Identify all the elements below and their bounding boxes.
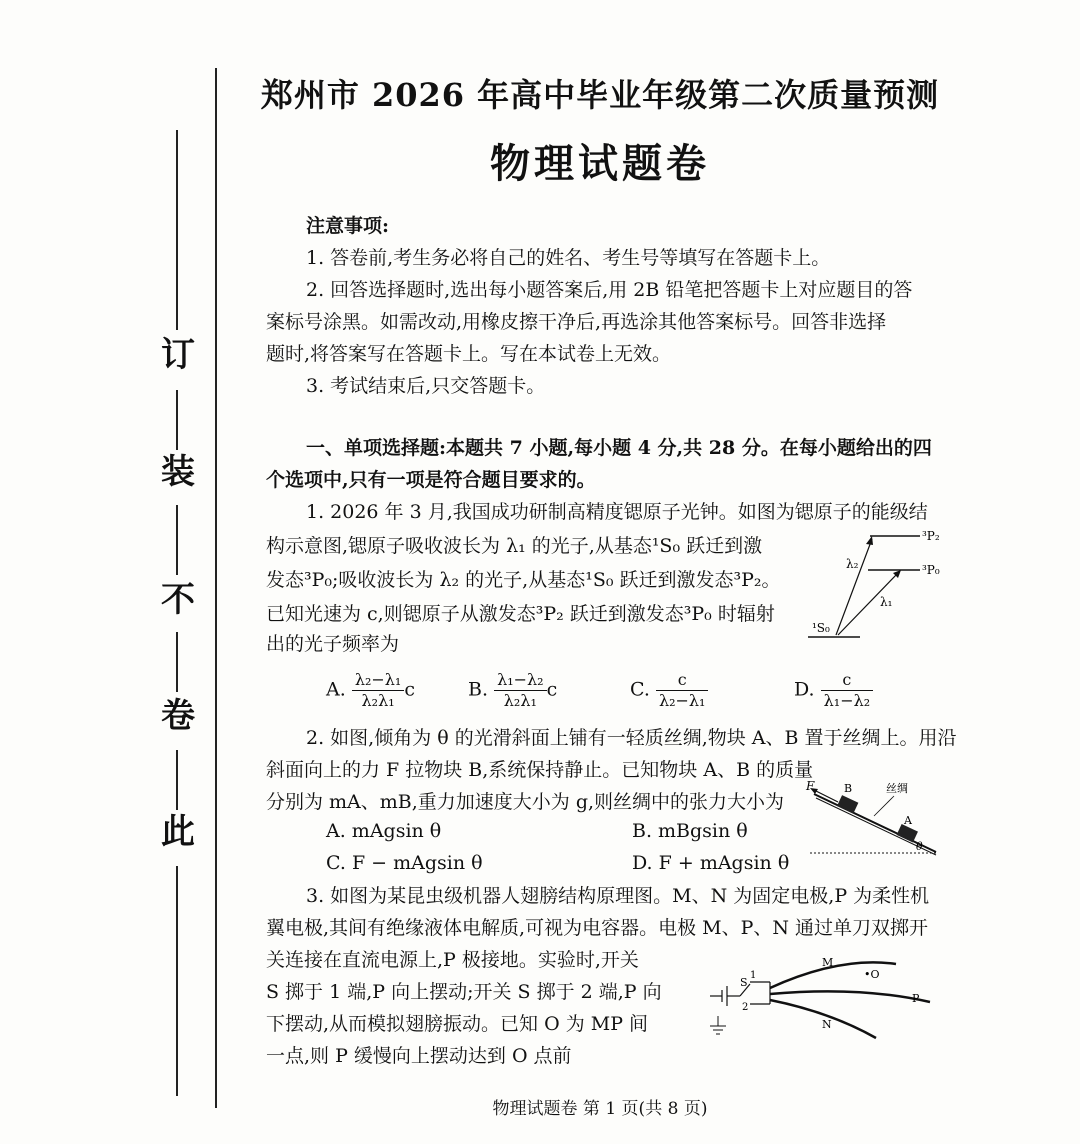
binding-dash bbox=[176, 632, 178, 692]
label-3p2: ³P₂ bbox=[922, 529, 940, 543]
binding-char-ding: 订 bbox=[161, 335, 195, 375]
binding-dash bbox=[176, 505, 178, 575]
notice-item-2-line-2: 案标号涂黑。如需改动,用橡皮擦干净后,再选涂其他答案标号。回答非选择 bbox=[266, 311, 887, 333]
q3-line-1: 3. 如图为某昆虫级机器人翅膀结构原理图。M、N 为固定电极,P 为柔性机 bbox=[306, 885, 930, 907]
q2-line-3: 分别为 mA、mB,重力加速度大小为 g,则丝绸中的张力大小为 bbox=[266, 791, 785, 813]
binding-char-bu: 不 bbox=[161, 580, 195, 620]
q1-line-1: 1. 2026 年 3 月,我国成功研制高精度锶原子光钟。如图为锶原子的能级结 bbox=[306, 501, 928, 523]
label-point-o: •O bbox=[864, 968, 880, 981]
exam-title: 郑州市 2026 年高中毕业年级第二次质量预测 bbox=[260, 76, 940, 114]
label-electrode-m: M bbox=[822, 956, 834, 969]
notice-item-2-line-3: 题时,将答案写在答题卡上。写在本试卷上无效。 bbox=[266, 343, 672, 365]
q3-line-3: 关连接在直流电源上,P 极接地。实验时,开关 bbox=[266, 949, 639, 971]
q1-option-b: B. $\frac{\text{λ₁−λ₂}}{\text{λ₂λ₁}}$ c bbox=[468, 670, 558, 710]
label-lambda2: λ₂ bbox=[846, 557, 859, 571]
energy-level-diagram bbox=[800, 526, 950, 646]
label-terminal-2: 2 bbox=[742, 1002, 749, 1013]
q1-line-3: 发态³P₀;吸收波长为 λ₂ 的光子,从基态¹S₀ 跃迁到激发态³P₂。 bbox=[266, 569, 781, 591]
q2-line-2: 斜面向上的力 F 拉物块 B,系统保持静止。已知物块 A、B 的质量 bbox=[266, 759, 814, 781]
binding-char-zhuang: 装 bbox=[161, 452, 195, 492]
wing-circuit-diagram bbox=[700, 946, 944, 1046]
q3-line-4: S 掷于 1 端,P 向上摆动;开关 S 掷于 2 端,P 向 bbox=[266, 981, 662, 1003]
q3-line-6: 一点,则 P 缓慢向上摆动达到 O 点前 bbox=[266, 1045, 572, 1067]
label-force-f: F bbox=[806, 780, 815, 793]
q2-option-d: D. F + mAgsin θ bbox=[632, 852, 790, 874]
binding-char-ci: 此 bbox=[161, 812, 195, 852]
label-terminal-1: 1 bbox=[750, 970, 757, 981]
notice-item-2-line-1: 2. 回答选择题时,选出每小题答案后,用 2B 铅笔把答题卡上对应题目的答 bbox=[306, 279, 913, 301]
label-silk: 丝绸 bbox=[886, 782, 908, 795]
label-lambda1: λ₁ bbox=[880, 595, 893, 609]
exam-subtitle: 物理试题卷 bbox=[490, 140, 710, 187]
label-theta: θ bbox=[916, 840, 923, 853]
binding-dash bbox=[176, 866, 178, 1096]
notice-heading: 注意事项: bbox=[306, 215, 390, 237]
q2-option-c: C. F − mAgsin θ bbox=[326, 852, 483, 874]
notice-item-3: 3. 考试结束后,只交答题卡。 bbox=[306, 375, 546, 397]
q3-line-5: 下摆动,从而模拟翅膀振动。已知 O 为 MP 间 bbox=[266, 1013, 649, 1035]
q3-line-2: 翼电极,其间有绝缘液体电解质,可视为电容器。电极 M、P、N 通过单刀双掷开 bbox=[266, 917, 929, 939]
q1-line-4: 已知光速为 c,则锶原子从激发态³P₂ 跃迁到激发态³P₀ 时辐射 bbox=[266, 603, 775, 625]
section-1-heading-line-1: 一、单项选择题:本题共 7 小题,每小题 4 分,共 28 分。在每小题给出的四 bbox=[306, 437, 932, 459]
binding-dash bbox=[176, 750, 178, 810]
binding-char-juan: 卷 bbox=[161, 696, 195, 736]
notice-item-1: 1. 答卷前,考生务必将自己的姓名、考生号等填写在答题卡上。 bbox=[306, 247, 831, 269]
label-block-b: B bbox=[844, 782, 853, 795]
q1-option-a: A. $\frac{\text{λ₂−λ₁}}{\text{λ₂λ₁}}$ c bbox=[326, 670, 415, 710]
label-3p0: ³P₀ bbox=[922, 563, 940, 577]
q1-line-2: 构示意图,锶原子吸收波长为 λ₁ 的光子,从基态¹S₀ 跃迁到激 bbox=[266, 535, 763, 557]
label-electrode-n: N bbox=[822, 1018, 832, 1031]
label-electrode-p: P bbox=[912, 992, 920, 1005]
page-footer: 物理试题卷 第 1 页(共 8 页) bbox=[492, 1099, 708, 1119]
incline-diagram bbox=[804, 780, 944, 860]
q2-option-b: B. mBgsin θ bbox=[632, 820, 748, 842]
section-1-heading-line-2: 个选项中,只有一项是符合题目要求的。 bbox=[266, 469, 596, 491]
q1-option-d: D. $\frac{c}{\text{λ₁−λ₂}}$ bbox=[794, 670, 873, 711]
q2-option-a: A. mAgsin θ bbox=[326, 820, 442, 842]
q1-option-c: C. $\frac{c}{\text{λ₂−λ₁}}$ bbox=[630, 670, 708, 711]
q1-line-5: 出的光子频率为 bbox=[266, 633, 400, 655]
label-switch-s: S bbox=[740, 976, 748, 989]
label-1s0: ¹S₀ bbox=[812, 621, 830, 635]
binding-dash bbox=[176, 390, 178, 450]
binding-line bbox=[215, 68, 217, 1108]
label-block-a: A bbox=[904, 814, 912, 827]
q2-line-1: 2. 如图,倾角为 θ 的光滑斜面上铺有一轻质丝绸,物块 A、B 置于丝绸上。用沿 bbox=[306, 727, 957, 749]
